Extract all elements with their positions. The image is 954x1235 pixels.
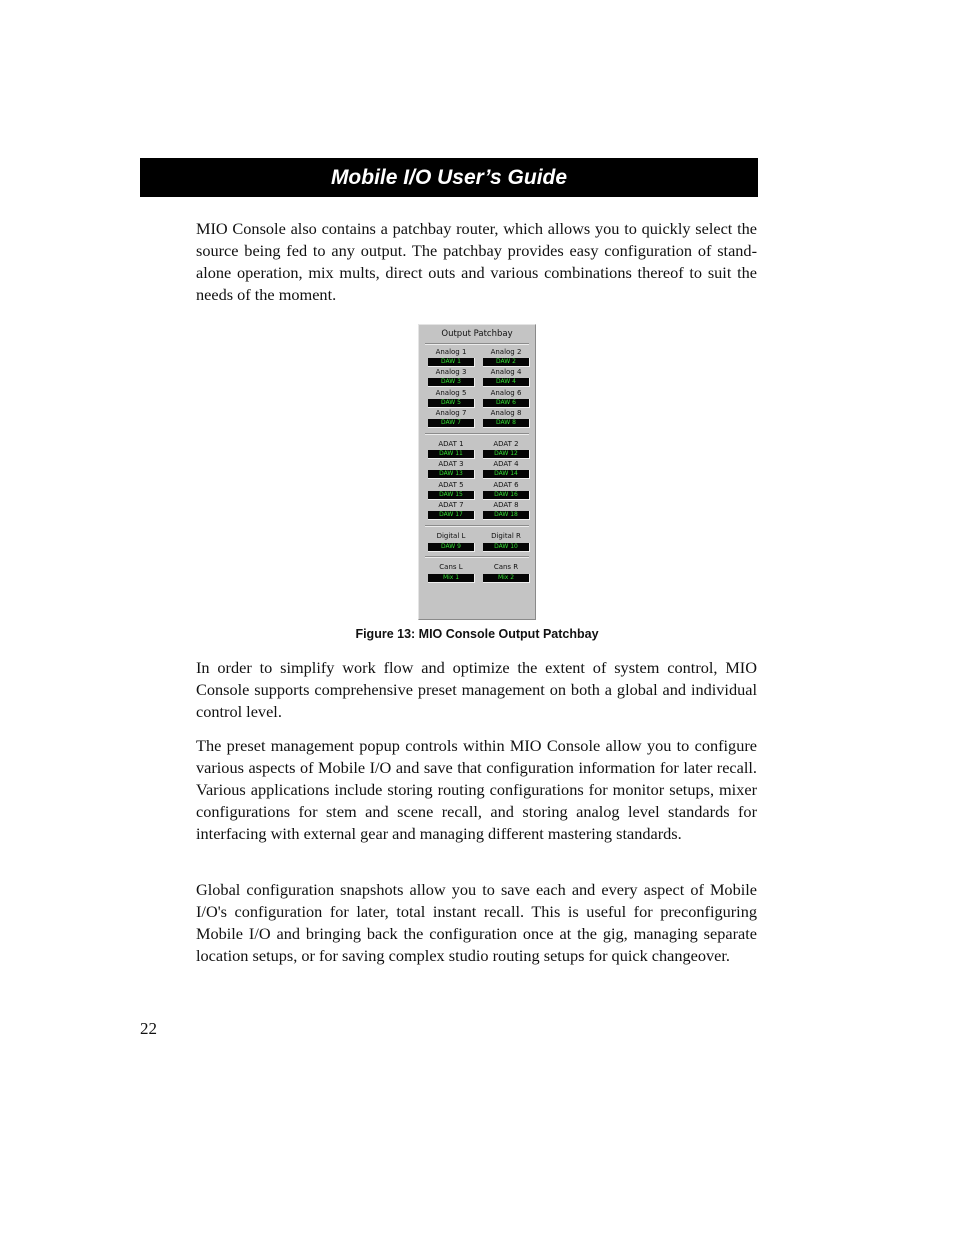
- source-select-analog-2[interactable]: DAW 2: [483, 358, 530, 367]
- output-label-adat-6: ADAT 6: [493, 481, 519, 489]
- output-label-analog-3: Analog 3: [435, 368, 467, 376]
- output-label-analog-5: Analog 5: [435, 389, 467, 397]
- source-select-analog-3[interactable]: DAW 3: [428, 378, 475, 387]
- output-label-adat-5: ADAT 5: [438, 481, 464, 489]
- output-patchbay-figure: [418, 324, 536, 620]
- output-label-cans-r: Cans R: [493, 563, 519, 571]
- output-label-adat-8: ADAT 8: [493, 501, 519, 509]
- source-select-cans-l[interactable]: Mix 1: [428, 574, 475, 583]
- source-select-adat-4[interactable]: DAW 14: [483, 470, 530, 479]
- paragraph-preset-popups: The preset management popup controls within MIO Console allow you to configure various aspects of Mobile I/O and save that configuration information for later recall. Various applications include storing routing configurations for monitor setups, mixer configurations for stem and scene recall, and storing analog level standards for interfacing with external gear and managing different mastering standards.: [196, 736, 757, 843]
- source-select-analog-4[interactable]: DAW 4: [483, 378, 530, 387]
- output-label-cans-l: Cans L: [439, 563, 463, 571]
- output-label-adat-7: ADAT 7: [438, 501, 464, 509]
- source-select-adat-2[interactable]: DAW 12: [483, 450, 530, 459]
- output-label-adat-3: ADAT 3: [438, 460, 464, 468]
- page-header: [140, 158, 758, 197]
- source-select-analog-5[interactable]: DAW 5: [428, 399, 475, 408]
- patchbay-divider: [425, 556, 529, 558]
- output-label-adat-4: ADAT 4: [493, 460, 519, 468]
- patchbay-divider: [425, 433, 529, 435]
- source-select-adat-1[interactable]: DAW 11: [428, 450, 475, 459]
- output-label-analog-4: Analog 4: [490, 368, 522, 376]
- page-number: 22: [140, 1019, 157, 1038]
- output-label-analog-2: Analog 2: [490, 348, 522, 356]
- output-label-digital-l: Digital L: [436, 532, 466, 540]
- source-select-adat-5[interactable]: DAW 15: [428, 491, 475, 500]
- header-title: Mobile I/O User’s Guide: [330, 166, 568, 189]
- output-label-analog-6: Analog 6: [490, 389, 522, 397]
- output-label-analog-7: Analog 7: [435, 409, 467, 417]
- source-select-adat-8[interactable]: DAW 18: [483, 511, 530, 520]
- source-select-digital-l[interactable]: DAW 9: [428, 543, 475, 552]
- patchbay-divider: [425, 525, 529, 527]
- source-select-adat-7[interactable]: DAW 17: [428, 511, 475, 520]
- source-select-analog-6[interactable]: DAW 6: [483, 399, 530, 408]
- output-label-digital-r: Digital R: [491, 532, 521, 540]
- patchbay-title: Output Patchbay: [441, 329, 513, 339]
- output-label-adat-1: ADAT 1: [438, 440, 464, 448]
- source-select-analog-7[interactable]: DAW 7: [428, 419, 475, 428]
- patchbay-divider: [425, 343, 529, 345]
- paragraph-patchbay-intro: MIO Console also contains a patchbay router, which allows you to quickly select the source being fed to any output. The patchbay provides easy configuration of stand-alone operation, mix mults, direct outs and various combinations thereof to suit the needs of the moment.: [196, 219, 757, 304]
- paragraph-preset-overview: In order to simplify work flow and optimize the extent of system control, MIO Console supports comprehensive preset management on both a global and individual control level.: [196, 658, 757, 721]
- source-select-adat-3[interactable]: DAW 13: [428, 470, 475, 479]
- paragraph-global-snapshots: Global configuration snapshots allow you to save each and every aspect of Mobile I/O's configuration for later, total instant recall. This is useful for preconfiguring Mobile I/O and bringing back the configuration once at the gig, managing separate location setups, or for saving complex studio routing setups for quick changeover.: [196, 880, 757, 965]
- output-label-analog-1: Analog 1: [435, 348, 467, 356]
- source-select-adat-6[interactable]: DAW 16: [483, 491, 530, 500]
- source-select-cans-r[interactable]: Mix 2: [483, 574, 530, 583]
- figure-caption: Figure 13: MIO Console Output Patchbay: [355, 627, 599, 641]
- source-select-analog-1[interactable]: DAW 1: [428, 358, 475, 367]
- source-select-digital-r[interactable]: DAW 10: [483, 543, 530, 552]
- output-label-analog-8: Analog 8: [490, 409, 522, 417]
- source-select-analog-8[interactable]: DAW 8: [483, 419, 530, 428]
- output-label-adat-2: ADAT 2: [493, 440, 519, 448]
